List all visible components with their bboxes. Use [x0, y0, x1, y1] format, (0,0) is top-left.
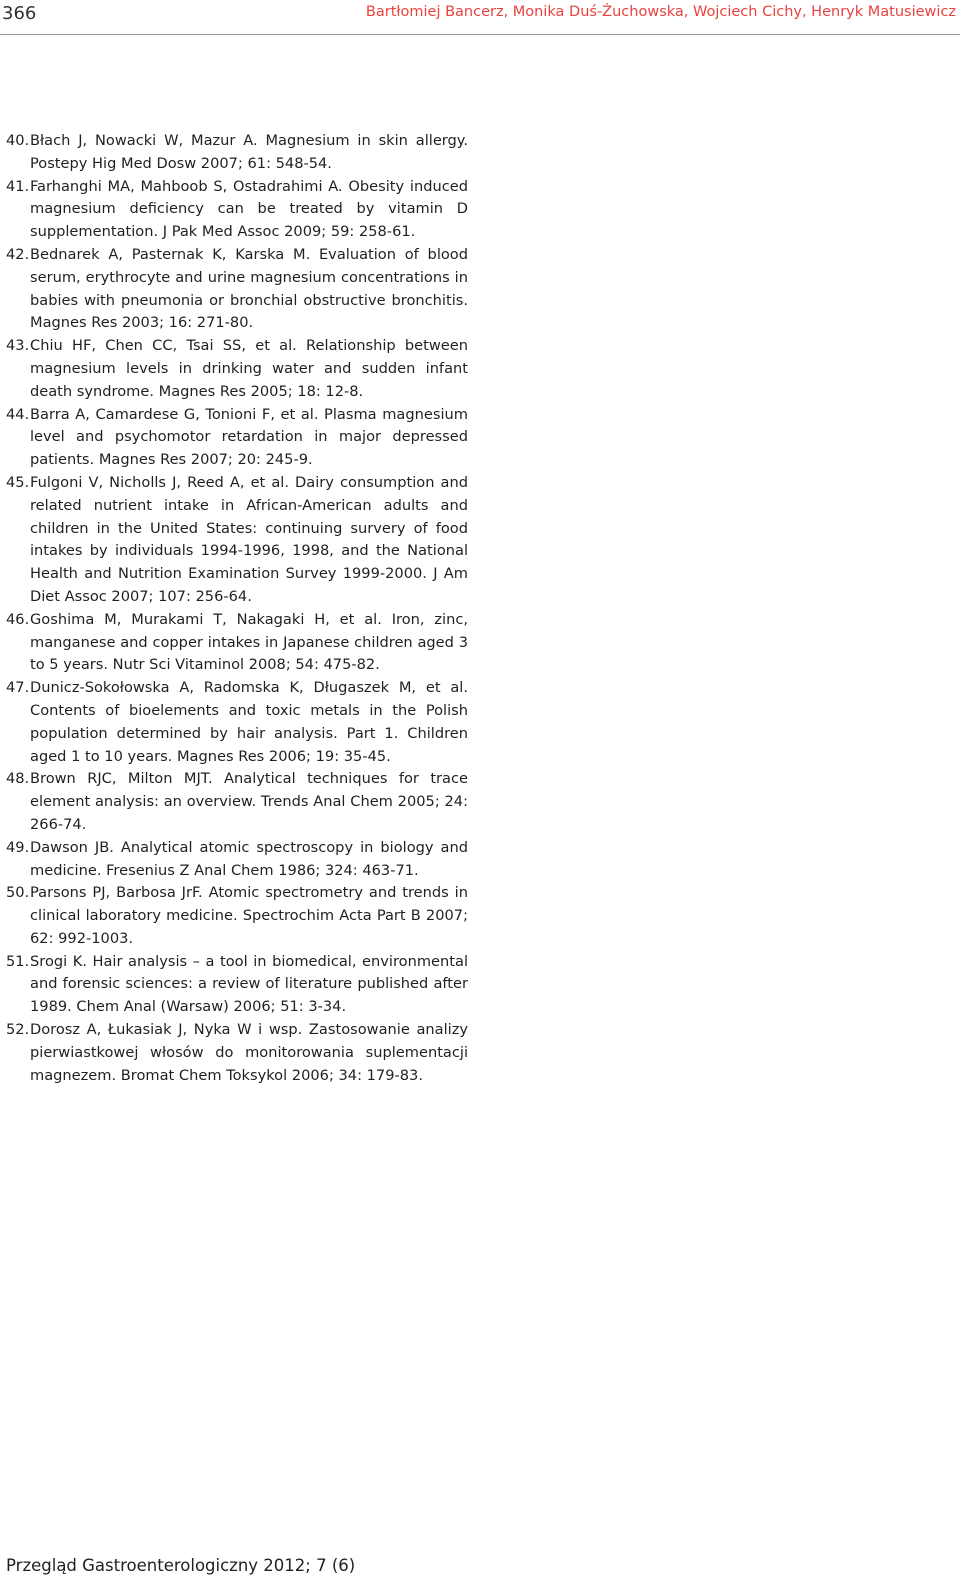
- reference-text: Fulgoni V, Nicholls J, Reed A, et al. Dairy consumption and related nutrient intake in African-American adults and children in the United States: continuing survery of food intakes by individuals 1994-1996, 1998, and the National Health and Nutrition Examination Survey 1999-2000. J Am Diet Assoc 2007; 107: 256-64.: [30, 473, 468, 605]
- reference-number: 40.: [6, 132, 30, 149]
- reference-item: [6, 176, 468, 244]
- reference-item: [6, 768, 468, 836]
- reference-item: [6, 130, 468, 176]
- reference-text: Dunicz-Sokołowska A, Radomska K, Długaszek M, et al. Contents of bioelements and toxic metals in the Polish population determined by hair analysis. Part 1. Children aged 1 to 10 years. Magnes Res 2006; 19: 35-45.: [30, 679, 468, 765]
- reference-number: 44.: [6, 405, 30, 423]
- reference-text: Farhanghi MA, Mahboob S, Ostadrahimi A. Obesity induced magnesium deficiency can be treated by vitamin D supplementation. J Pak Med Assoc 2009; 59: 258-61.: [30, 177, 468, 241]
- reference-number: 45.: [6, 473, 30, 491]
- reference-number: 46.: [6, 610, 30, 628]
- reference-number: 43.: [6, 337, 30, 355]
- reference-text: Parsons PJ, Barbosa JrF. Atomic spectrometry and trends in clinical laboratory medicine. Spectrochim Acta Part B 2007; 62: 992-1003.: [30, 884, 468, 947]
- reference-text: Chiu HF, Chen CC, Tsai SS, et al. Relationship between magnesium levels in drinking water and sudden infant death syndrome. Magnes Res 2005; 18: 12-8.: [30, 337, 468, 400]
- page-number: 366: [2, 3, 37, 24]
- reference-item: [6, 951, 468, 1019]
- reference-number: 52.: [6, 1021, 30, 1039]
- header-divider: [0, 34, 960, 35]
- reference-text: Barra A, Camardese G, Tonioni F, et al. Plasma magnesium level and psychomotor retardation in major depressed patients. Magnes Res 2007; 20: 245-9.: [30, 405, 468, 469]
- reference-list: [6, 130, 468, 1087]
- reference-item: [6, 244, 468, 335]
- reference-number: 42.: [6, 245, 30, 263]
- reference-number: 51.: [6, 952, 30, 970]
- reference-text: Srogi K. Hair analysis – a tool in biomedical, environmental and forensic sciences: a review of literature published after 1989. Chem Anal (Warsaw) 2006; 51: 3-34.: [30, 952, 468, 1016]
- reference-item: [6, 472, 468, 609]
- reference-number: 49.: [6, 838, 30, 856]
- reference-text: Dawson JB. Analytical atomic spectroscopy in biology and medicine. Fresenius Z Anal Chem 1986; 324: 463-71.: [30, 838, 468, 879]
- journal-footer: Przegląd Gastroenterologiczny 2012; 7 (6): [6, 1556, 356, 1575]
- reference-text: Błach J, Nowacki W, Mazur A. Magnesium in skin allergy. Postepy Hig Med Dosw 2007; 61: 548-54.: [30, 132, 468, 172]
- reference-item: [6, 335, 468, 403]
- reference-item: [6, 1019, 468, 1087]
- reference-text: Dorosz A, Łukasiak J, Nyka W i wsp. Zastosowanie analizy pierwiastkowej włosów do monitorowania suplementacji magnezem. Bromat Chem Toksykol 2006; 34: 179-83.: [30, 1021, 468, 1084]
- reference-item: [6, 677, 468, 768]
- reference-number: 50.: [6, 884, 30, 902]
- reference-item: [6, 404, 468, 472]
- reference-number: 47.: [6, 679, 30, 697]
- reference-number: 48.: [6, 770, 30, 788]
- running-head-authors: Bartłomiej Bancerz, Monika Duś-Żuchowska, Wojciech Cichy, Henryk Matusiewicz: [365, 4, 956, 20]
- reference-number: 41.: [6, 177, 30, 195]
- reference-text: Bednarek A, Pasternak K, Karska M. Evaluation of blood serum, erythrocyte and urine magnesium concentrations in babies with pneumonia or bronchial obstructive bronchitis. Magnes Res 2003; 16: 271-80.: [30, 245, 468, 332]
- reference-item: [6, 837, 468, 883]
- reference-item: [6, 609, 468, 677]
- reference-text: Brown RJC, Milton MJT. Analytical techniques for trace element analysis: an overview. Trends Anal Chem 2005; 24: 266-74.: [30, 770, 468, 833]
- reference-text: Goshima M, Murakami T, Nakagaki H, et al. Iron, zinc, manganese and copper intakes in Japanese children aged 3 to 5 years. Nutr Sci Vitaminol 2008; 54: 475-82.: [30, 610, 468, 674]
- page-header: [0, 0, 960, 36]
- reference-item: [6, 882, 468, 950]
